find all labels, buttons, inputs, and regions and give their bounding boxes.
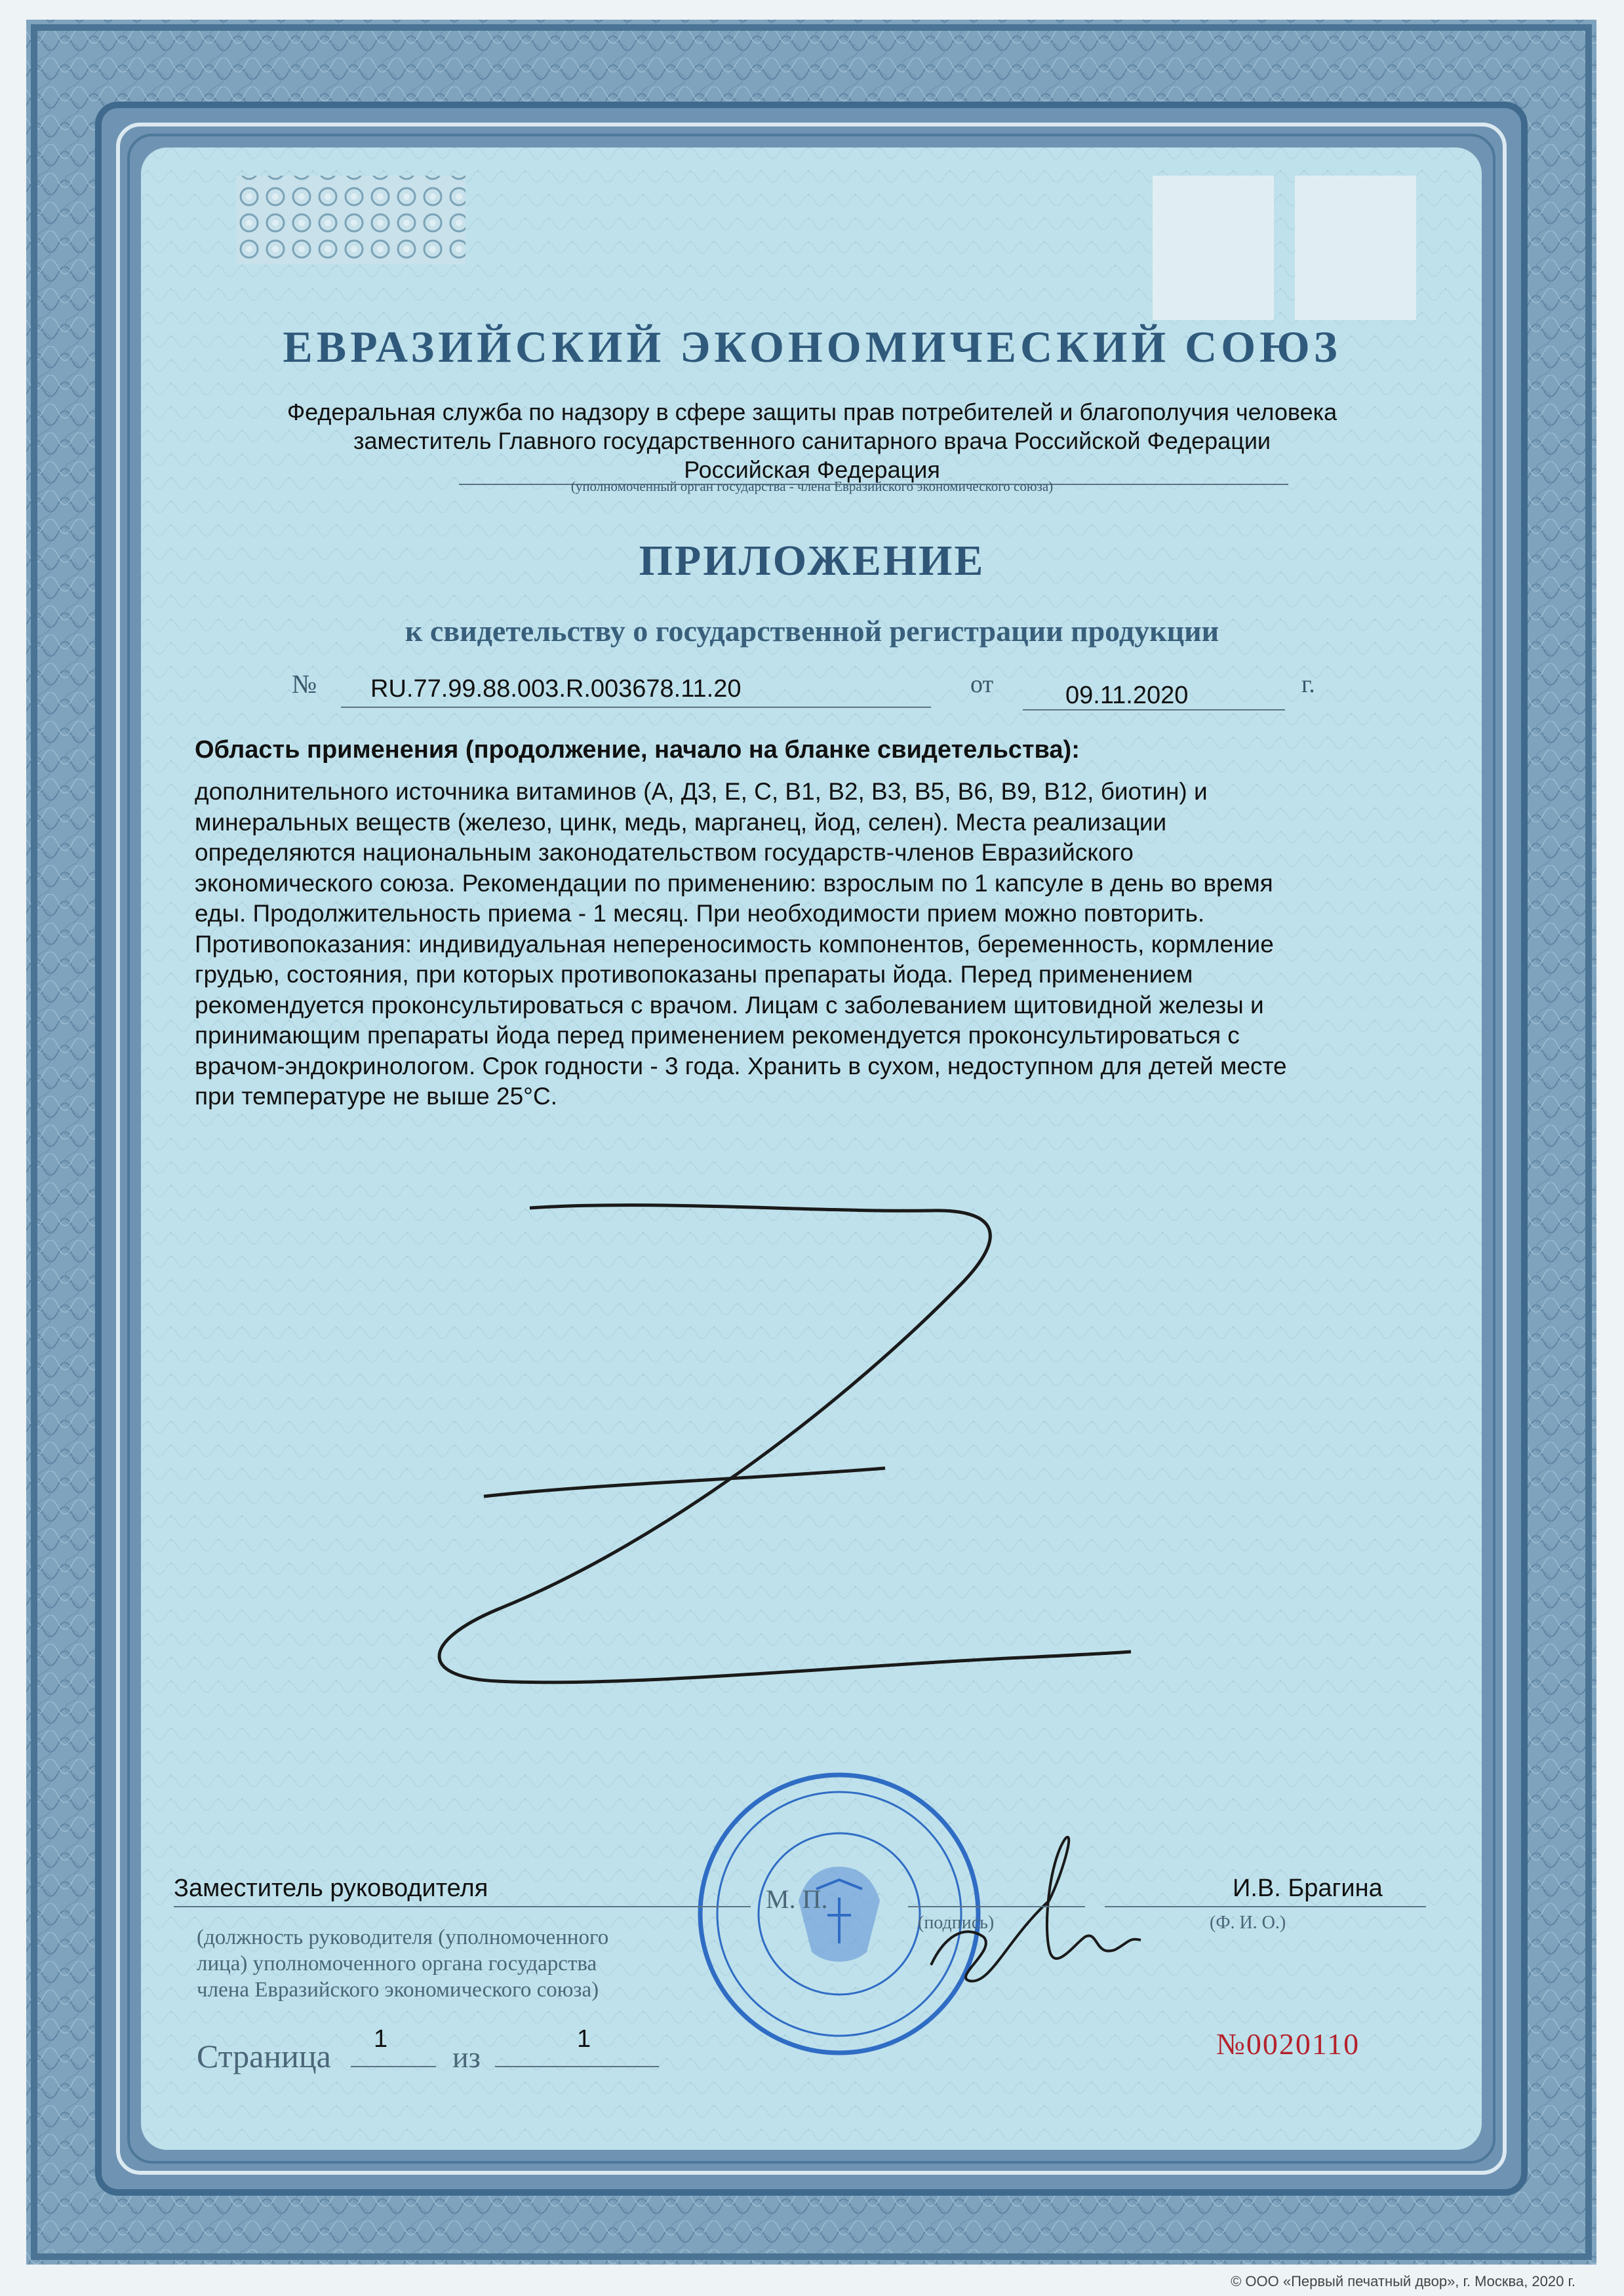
- name-hint: (Ф. И. О.): [1210, 1913, 1286, 1933]
- page-label: Страница: [197, 2038, 331, 2074]
- signature-underline: [908, 1906, 1085, 1907]
- registration-number: RU.77.99.88.003.R.003678.11.20: [370, 675, 742, 703]
- name-underline: [1105, 1906, 1426, 1907]
- page-total-underline: [495, 2066, 659, 2067]
- number-underline: [341, 707, 931, 708]
- seal-place-label: М. П.: [766, 1884, 828, 1914]
- position-hint-line-3: члена Евразийского экономического союза): [197, 1978, 599, 2002]
- scope-text: [195, 777, 1454, 1112]
- scope-line: при температуре не выше 25°С.: [195, 1083, 557, 1110]
- signatory-name: И.В. Брагина: [1233, 1875, 1383, 1902]
- registration-date: 09.11.2020: [1065, 682, 1189, 709]
- position-hint-line-2: лица) уполномоченного органа государства: [197, 1952, 597, 1975]
- scope-line: экономического союза. Рекомендации по применению: взрослым по 1 капсуле в день во время: [195, 869, 1273, 897]
- scope-line: рекомендуется проконсультироваться с врачом. Лицам с заболеванием щитовидной железы и: [195, 991, 1264, 1019]
- scope-line: дополнительного источника витаминов (А, Д3, Е, С, В1, В2, В3, В5, В6, В9, В12, биотин) и: [195, 778, 1208, 805]
- light-patch-right: [1295, 176, 1416, 320]
- serial-number: №0020110: [1216, 2027, 1360, 2061]
- union-title: ЕВРАЗИЙСКИЙ ЭКОНОМИЧЕСКИЙ СОЮЗ: [283, 322, 1341, 372]
- light-patch-left: [1153, 176, 1274, 320]
- scope-line: минеральных веществ (железо, цинк, медь, марганец, йод, селен). Места реализации: [195, 808, 1167, 836]
- page-number: 1: [374, 2025, 388, 2053]
- authority-line-2: заместитель Главного государственного санитарного врача Российской Федерации: [353, 427, 1271, 454]
- date-underline: [1023, 709, 1285, 710]
- position-hint-line-1: (должность руководителя (уполномоченного: [197, 1926, 609, 1949]
- page-total: 1: [577, 2025, 591, 2053]
- scope-line: грудью, состояния, при которых противопоказаны препараты йода. Перед применением: [195, 961, 1193, 988]
- scope-line: принимающим препараты йода перед применением рекомендуется проконсультироваться с: [195, 1022, 1240, 1049]
- date-suffix: г.: [1301, 671, 1315, 698]
- document-subheading: к свидетельству о государственной регистрации продукции: [405, 614, 1219, 648]
- scope-line: еды. Продолжительность приема - 1 месяц. При необходимости прием можно повторить.: [195, 900, 1205, 927]
- number-label: №: [292, 669, 317, 699]
- position-underline: [174, 1906, 751, 1907]
- authority-line-1: Федеральная служба по надзору в сфере защиты прав потребителей и благополучия человека: [287, 399, 1337, 425]
- scope-line: определяются национальным законодательством государств-членов Евразийского: [195, 839, 1134, 866]
- of-label: из: [452, 2040, 481, 2074]
- scope-line: врачом-эндокринологом. Срок годности - 3 года. Хранить в сухом, недоступном для детей месте: [195, 1052, 1287, 1080]
- scope-line: Противопоказания: индивидуальная непереносимость компонентов, беременность, кормление: [195, 930, 1274, 958]
- signature-hint: (подпись): [918, 1913, 995, 1933]
- printer-credit: © ООО «Первый печатный двор», г. Москва, 2020 г.: [1231, 2273, 1575, 2289]
- authority-line-3: Российская Федерация: [684, 456, 940, 483]
- hologram-strip: [236, 176, 465, 264]
- scope-title: Область применения (продолжение, начало на бланке свидетельства):: [195, 736, 1080, 764]
- document-heading: ПРИЛОЖЕНИЕ: [639, 537, 985, 585]
- authority-hint: (уполномоченный орган государства - члена Евразийского экономического союза): [570, 478, 1054, 494]
- date-prefix: от: [970, 671, 994, 698]
- signatory-position: Заместитель руководителя: [174, 1875, 488, 1902]
- page-number-underline: [351, 2066, 436, 2067]
